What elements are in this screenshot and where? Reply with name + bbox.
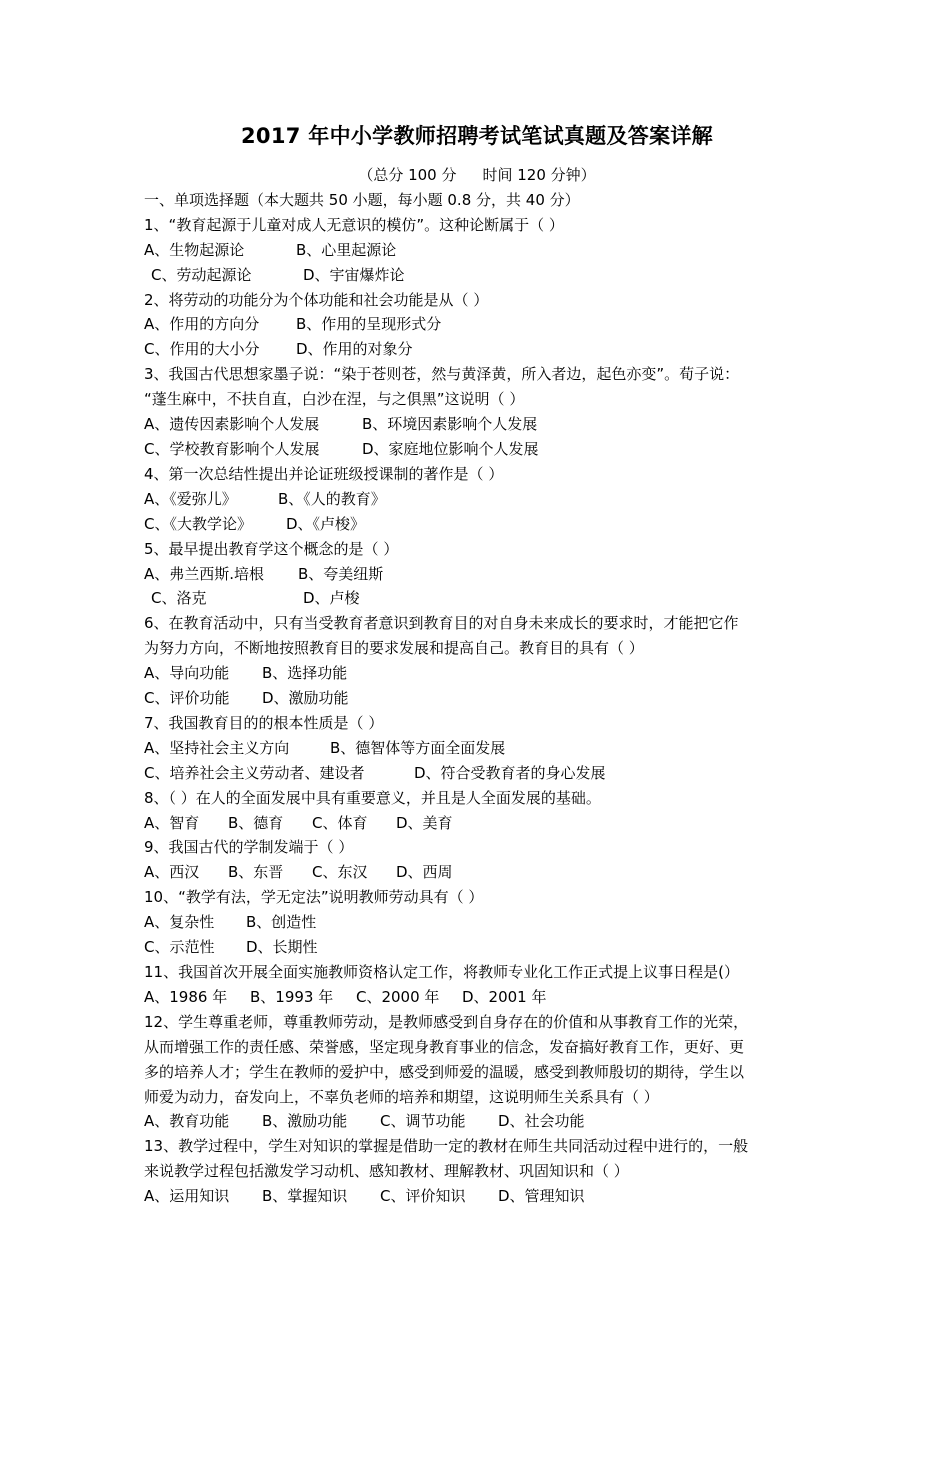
question-3-stem-line1: 3、我国古代思想家墨子说：“染于苍则苍，然与黄泽黄，所入者边，起色亦变”。荀子说：: [144, 365, 740, 384]
question-5-option-b: B、夸美纽斯: [298, 564, 384, 583]
question-11-option-c: C、2000 年: [356, 987, 440, 1006]
question-1-options-row1: [144, 238, 810, 263]
question-12-option-a: A、教育功能: [144, 1112, 230, 1131]
question-4-options-row2: [144, 512, 810, 537]
question-5-option-d: D、卢梭: [303, 589, 360, 608]
exam-time: 时间 120 分钟）: [482, 166, 596, 184]
question-13-stem-line2: 来说教学过程包括激发学习动机、感知教材、理解教材、巩固知识和（ ）: [144, 1162, 629, 1181]
question-2-option-c: C、作用的大小分: [144, 340, 260, 359]
question-8-option-b: B、德育: [228, 813, 284, 832]
question-7-option-d: D、符合受教育者的身心发展: [414, 763, 606, 782]
question-6-stem-line1: 6、在教育活动中，只有当受教育者意识到教育目的对自身未来成长的要求时，才能把它作: [144, 614, 739, 633]
question-3-option-d: D、家庭地位影响个人发展: [362, 439, 539, 458]
question-2-stem: 2、将劳动的功能分为个体功能和社会功能是从（ ）: [144, 290, 489, 309]
question-12-options: [144, 1109, 810, 1134]
total-score: （总分 100 分: [358, 166, 457, 184]
question-6-option-a: A、导向功能: [144, 664, 230, 683]
question-1-options-row2: [144, 263, 810, 288]
question-1-option-c: C、劳动起源论: [151, 265, 252, 284]
question-1-option-d: D、宇宙爆炸论: [303, 265, 405, 284]
section-heading: 一、单项选择题（本大题共 50 小题，每小题 0.8 分，共 40 分）: [144, 190, 580, 209]
question-3-option-b: B、环境因素影响个人发展: [362, 415, 538, 434]
question-10-options-row2: [144, 935, 810, 960]
question-2-option-d: D、作用的对象分: [296, 340, 413, 359]
question-12-option-b: B、激励功能: [262, 1112, 348, 1131]
question-9-option-c: C、东汉: [312, 863, 368, 882]
question-12-stem-line2: 从而增强工作的责任感、荣誉感，坚定现身教育事业的信念，发奋搞好教育工作，更好、更: [144, 1037, 745, 1056]
question-4-stem: 4、第一次总结性提出并论证班级授课制的著作是（ ）: [144, 464, 504, 483]
question-8-option-c: C、体育: [312, 813, 368, 832]
question-1-stem: 1、“教育起源于儿童对成人无意识的模仿”。这种论断属于（ ）: [144, 215, 564, 234]
question-5-option-a: A、弗兰西斯.培根: [144, 564, 265, 583]
question-2-options-row2: [144, 337, 810, 362]
question-6-option-c: C、评价功能: [144, 689, 230, 708]
question-12-stem-line4: 师爱为动力，奋发向上，不辜负老师的培养和期望，这说明师生关系具有（ ）: [144, 1087, 659, 1106]
exam-info: [144, 163, 810, 188]
question-13-options: [144, 1184, 810, 1209]
question-6-options-row1: [144, 661, 810, 686]
question-7-option-a: A、坚持社会主义方向: [144, 738, 290, 757]
question-5-stem: 5、最早提出教育学这个概念的是（ ）: [144, 539, 399, 558]
question-3-option-c: C、学校教育影响个人发展: [144, 439, 320, 458]
question-4-option-d: D、《卢梭》: [286, 514, 366, 533]
question-9-stem: 9、我国古代的学制发端于（ ）: [144, 838, 354, 857]
question-4-options-row1: [144, 487, 810, 512]
document-page: [0, 121, 950, 1465]
question-8-options: [144, 811, 810, 836]
question-10-options-row1: [144, 910, 810, 935]
question-7-option-b: B、德智体等方面全面发展: [330, 738, 506, 757]
question-3-option-a: A、遗传因素影响个人发展: [144, 415, 320, 434]
question-11-options: [144, 985, 810, 1010]
question-8-option-d: D、美育: [396, 813, 453, 832]
question-7-stem: 7、我国教育目的的根本性质是（ ）: [144, 713, 384, 732]
question-10-option-d: D、长期性: [246, 938, 318, 957]
question-4-option-c: C、《大教学论》: [144, 514, 252, 533]
question-2-options-row1: [144, 312, 810, 337]
question-6-stem-line2: 为努力方向，不断地按照教育目的要求发展和提高自己。教育目的具有（ ）: [144, 639, 644, 658]
question-13-option-d: D、管理知识: [498, 1187, 585, 1206]
question-12-stem-line3: 多的培养人才；学生在教师的爱护中，感受到师爱的温暖，感受到教师殷切的期待，学生以: [144, 1062, 745, 1081]
question-8-option-a: A、智育: [144, 813, 200, 832]
question-3-stem-line2: “蓬生麻中，不扶自直，白沙在涅，与之俱黑”这说明（ ）: [144, 390, 525, 409]
question-7-options-row1: [144, 736, 810, 761]
question-2-option-b: B、作用的呈现形式分: [296, 315, 442, 334]
question-6-option-d: D、激励功能: [262, 689, 349, 708]
question-1-option-b: B、心里起源论: [296, 240, 397, 259]
question-10-stem: 10、“教学有法，学无定法”说明教师劳动具有（ ）: [144, 888, 484, 907]
question-5-options-row2: [144, 586, 810, 611]
question-3-options-row2: [144, 437, 810, 462]
question-9-option-b: B、东晋: [228, 863, 284, 882]
question-8-stem: 8、（ ）在人的全面发展中具有重要意义，并且是人全面发展的基础。: [144, 788, 601, 807]
question-13-option-a: A、运用知识: [144, 1187, 230, 1206]
question-13-option-c: C、评价知识: [380, 1187, 466, 1206]
question-5-options-row1: [144, 562, 810, 587]
question-7-option-c: C、培养社会主义劳动者、建设者: [144, 763, 365, 782]
question-12-stem-line1: 12、学生尊重老师，尊重教师劳动，是教师感受到自身存在的价值和从事教育工作的光荣，: [144, 1012, 749, 1031]
question-4-option-a: A、《爱弥儿》: [144, 489, 237, 508]
question-1-option-a: A、生物起源论: [144, 240, 245, 259]
question-9-options: [144, 860, 810, 885]
question-9-option-a: A、西汉: [144, 863, 200, 882]
question-12-option-c: C、调节功能: [380, 1112, 466, 1131]
question-13-option-b: B、掌握知识: [262, 1187, 348, 1206]
question-6-options-row2: [144, 686, 810, 711]
question-10-option-c: C、示范性: [144, 938, 215, 957]
question-11-option-b: B、1993 年: [250, 987, 334, 1006]
document-title: 2017 年中小学教师招聘考试笔试真题及答案详解: [241, 124, 713, 148]
question-7-options-row2: [144, 761, 810, 786]
question-11-option-d: D、2001 年: [462, 987, 547, 1006]
question-5-option-c: C、洛克: [151, 589, 207, 608]
question-4-option-b: B、《人的教育》: [278, 489, 386, 508]
question-3-options-row1: [144, 412, 810, 437]
question-11-stem: 11、我国首次开展全面实施教师资格认定工作，将教师专业化工作正式提上议事日程是(）: [144, 963, 739, 981]
question-6-option-b: B、选择功能: [262, 664, 348, 683]
question-12-option-d: D、社会功能: [498, 1112, 585, 1131]
question-11-option-a: A、1986 年: [144, 987, 228, 1006]
question-10-option-a: A、复杂性: [144, 913, 215, 932]
question-9-option-d: D、西周: [396, 863, 453, 882]
question-10-option-b: B、创造性: [246, 913, 317, 932]
question-13-stem-line1: 13、教学过程中，学生对知识的掌握是借助一定的教材在师生共同活动过程中进行的，一般: [144, 1137, 749, 1156]
question-2-option-a: A、作用的方向分: [144, 315, 260, 334]
